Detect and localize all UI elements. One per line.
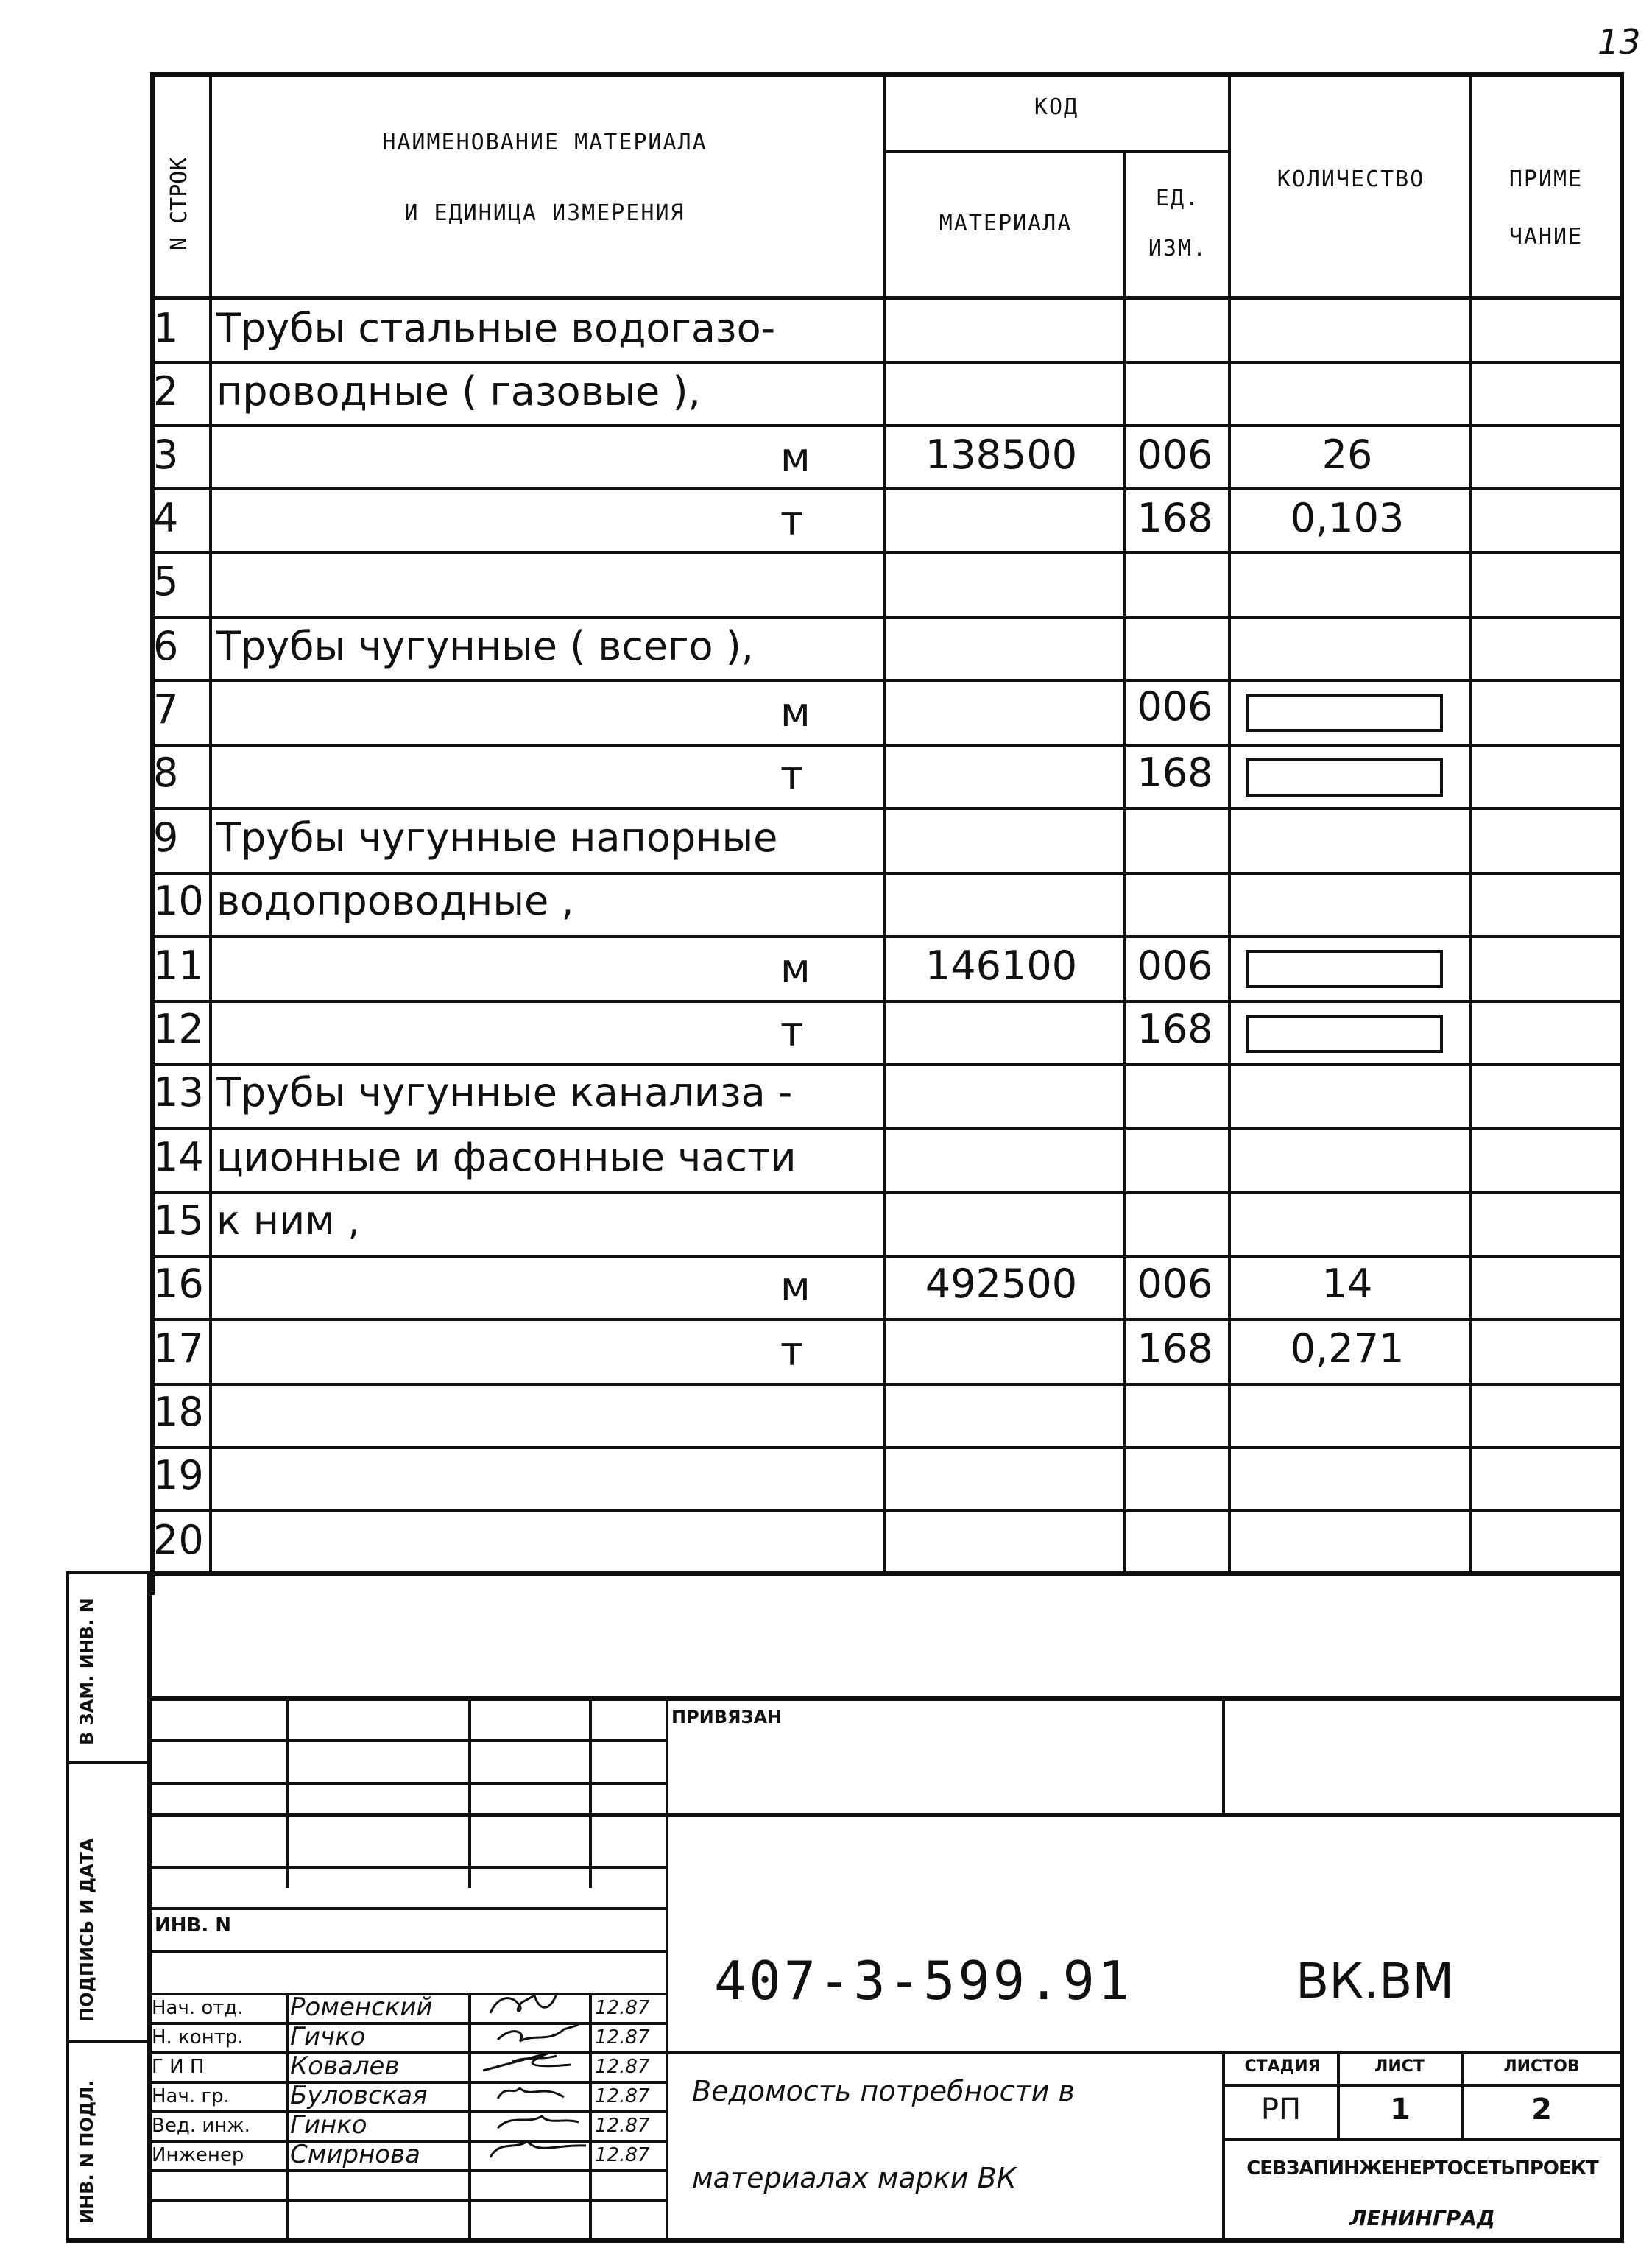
row-number: 2 [153,368,179,415]
row-number: 9 [153,814,179,861]
row-number: 13 [153,1069,204,1116]
header-note-line2: ЧАНИЕ [1508,224,1584,250]
row-name: Трубы чугунные канализа - [216,1069,793,1116]
row-unit: м [780,434,811,481]
row-unit: м [780,945,811,992]
row-unit: м [780,689,811,736]
row-number: 20 [153,1517,204,1563]
row-unit-code: 006 [1137,1261,1213,1307]
staff-date: 12.87 [595,2056,650,2078]
inv-number-label: ИНВ. N [155,1914,232,1937]
signatures [468,1988,593,2165]
staff-name: Гичко [290,2022,366,2051]
row-material-code: 492500 [925,1261,1078,1307]
row-name: проводные ( газовые ), [216,368,701,415]
staff-name: Роменский [290,1993,433,2022]
row-unit-code: 006 [1137,683,1213,730]
row-number: 6 [153,623,179,669]
header-quantity: КОЛИЧЕСТВО [1277,166,1425,192]
row-quantity: 0,103 [1290,495,1405,541]
sheet-label: ЛИСТ [1374,2057,1425,2076]
header-material: МАТЕРИАЛА [939,211,1073,236]
row-number: 18 [153,1389,204,1435]
sheets-value: 2 [1531,2093,1552,2127]
row-name: Трубы стальные водогазо- [216,305,776,351]
quantity-blank-box [1246,758,1443,797]
row-number: 14 [153,1134,204,1180]
sheet-mark: 13 [1598,22,1641,62]
document-designation: 407-3-599.91 [714,1950,1133,2012]
header-name-line1: НАИМЕНОВАНИЕ МАТЕРИАЛА [382,130,707,155]
sheet-value: 1 [1390,2093,1411,2127]
row-name: Трубы чугунные ( всего ), [216,623,754,669]
side-label-replace-inv: В ЗАМ. ИНВ. N [77,1598,97,1745]
staff-date: 12.87 [595,2026,650,2048]
row-name: ционные и фасонные части [216,1134,797,1180]
stage-label: СТАДИЯ [1244,2057,1321,2076]
staff-date: 12.87 [595,2115,650,2137]
row-unit: т [780,753,804,799]
stage-value: РП [1260,2093,1302,2127]
row-quantity: 0,271 [1290,1325,1405,1372]
staff-role: Г И П [152,2056,205,2078]
row-quantity: 14 [1321,1261,1373,1307]
organization: СЕВЗАПИНЖЕНЕРТОСЕТЬПРОЕКТ [1246,2157,1598,2180]
staff-name: Смирнова [290,2140,420,2169]
staff-name: Ковалев [290,2051,400,2081]
row-number: 16 [153,1261,204,1307]
row-unit-code: 006 [1137,431,1213,478]
row-quantity: 26 [1321,431,1373,478]
row-name: Трубы чугунные напорные [216,814,778,861]
staff-role: Инженер [152,2144,244,2166]
staff-date: 12.87 [595,2144,650,2166]
side-label-signature-date: ПОДПИСЬ И ДАТА [77,1838,97,2022]
staff-role: Нач. отд. [152,1997,244,2019]
staff-name: Гинко [290,2110,367,2140]
row-number: 4 [153,495,179,541]
header-note-line1: ПРИМЕ [1508,166,1584,192]
document-title-line2: материалах марки ВК [692,2162,1017,2194]
row-material-code: 146100 [925,942,1078,989]
staff-role: Нач. гр. [152,2085,230,2107]
row-unit: т [780,1328,804,1375]
header-row-number: N СТРОК [166,157,192,250]
row-name: водопроводные , [216,878,574,924]
row-unit-code: 168 [1137,1325,1213,1372]
row-name: к ним , [216,1197,361,1244]
header-name-line2: И ЕДИНИЦА ИЗМЕРЕНИЯ [404,200,685,226]
row-number: 11 [153,942,204,989]
header-code: КОД [1034,94,1079,120]
row-number: 15 [153,1197,204,1244]
header-unit-line1: ЕД. [1155,186,1201,211]
row-unit-code: 006 [1137,942,1213,989]
document-title-line1: Ведомость потребности в [692,2075,1075,2107]
row-number: 3 [153,431,179,478]
row-unit: м [780,1264,811,1310]
staff-name: Буловская [290,2081,428,2110]
staff-role: Вед. инж. [152,2115,250,2137]
document-mark: ВК.ВМ [1296,1953,1455,2009]
row-number: 12 [153,1006,204,1052]
row-number: 17 [153,1325,204,1372]
row-number: 10 [153,878,204,924]
side-label-inv-podl: ИНВ. N ПОДЛ. [77,2079,97,2224]
row-unit-code: 168 [1137,1006,1213,1052]
privyazan-label: ПРИВЯЗАН [671,1707,783,1727]
sheets-label: ЛИСТОВ [1503,2057,1580,2076]
quantity-blank-box [1246,1015,1443,1053]
row-number: 19 [153,1452,204,1498]
quantity-blank-box [1246,694,1443,732]
row-number: 8 [153,750,179,796]
staff-date: 12.87 [595,2085,650,2107]
quantity-blank-box [1246,950,1443,988]
row-material-code: 138500 [925,431,1078,478]
row-unit-code: 168 [1137,750,1213,796]
row-number: 1 [153,305,179,351]
staff-role: Н. контр. [152,2026,244,2048]
row-number: 5 [153,558,179,605]
header-unit-line2: ИЗМ. [1148,236,1208,261]
row-unit: т [780,498,804,544]
row-unit: т [780,1009,804,1055]
row-number: 7 [153,686,179,733]
row-unit-code: 168 [1137,495,1213,541]
city: ЛЕНИНГРАД [1349,2206,1495,2230]
staff-date: 12.87 [595,1997,650,2019]
